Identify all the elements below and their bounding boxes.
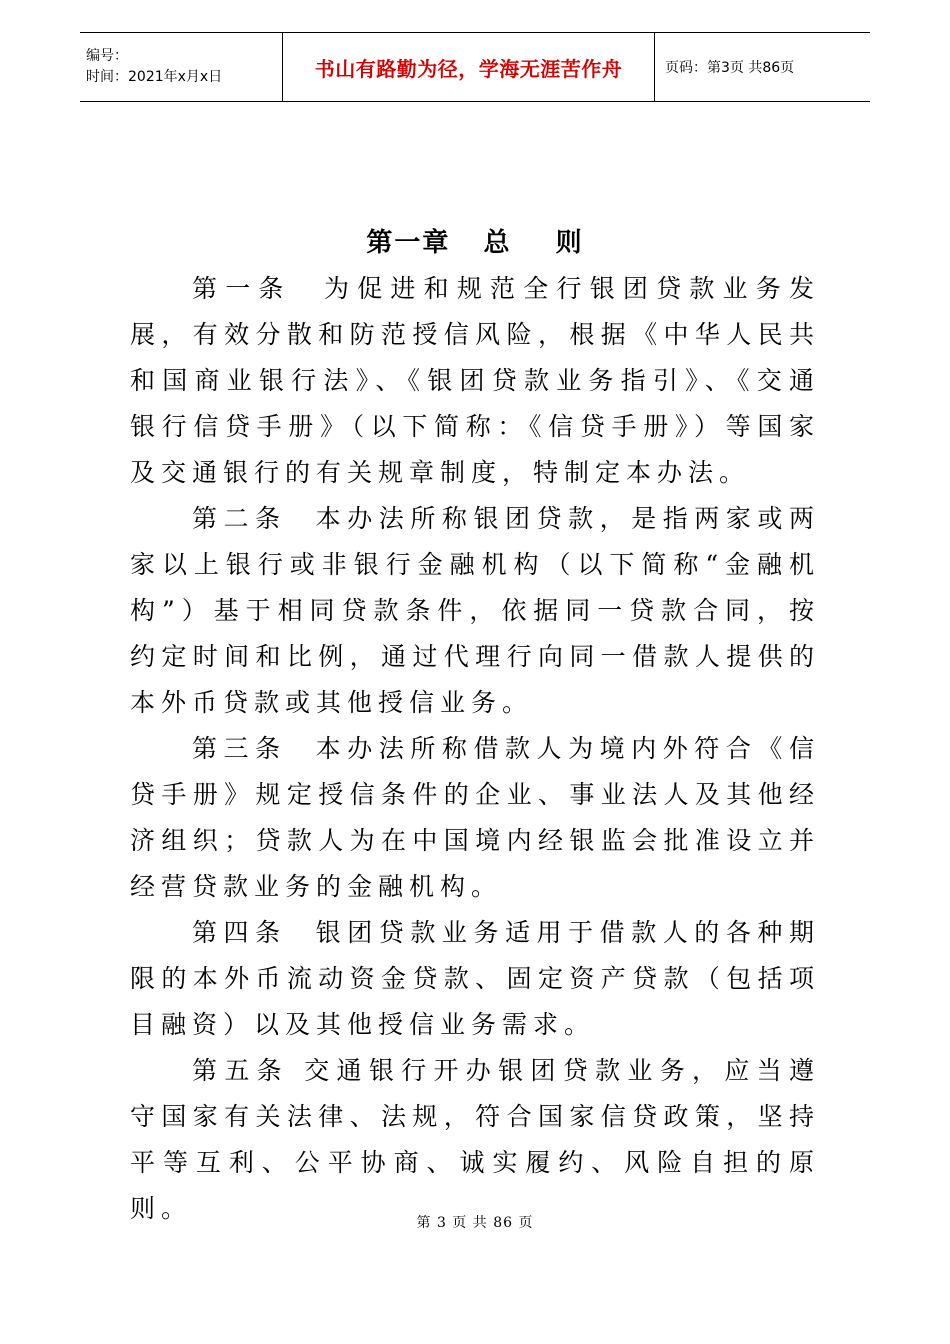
header-page-cell (655, 33, 870, 101)
motto-text: 书山有路勤为径，学海无涯苦作舟 (314, 56, 623, 81)
article-5 (130, 1048, 820, 1232)
header-meta-cell (80, 33, 282, 101)
article-1 (130, 266, 820, 496)
number-label: 编号： (86, 48, 128, 64)
article-text: 银团贷款业务适用于借款人的各种期限的本外币流动资金贷款、固定资产贷款（包括项目融资）以及其他授信业务需求。 (130, 918, 820, 1039)
page-info: 页码：第3页 共86页 (665, 60, 795, 76)
article-text: 为促进和规范全行银团贷款业务发展，有效分散和防范授信风险，根据《中华人民共和国商业银行法》、《银团贷款业务指引》、《交通银行信贷手册》（以下简称：《信贷手册》）等国家及交通银行的有关规章制度，特制定本办法。 (130, 274, 820, 487)
article-2 (130, 496, 820, 726)
time-label: 时间：2021年x月x日 (86, 69, 223, 85)
article-label: 第二条 (192, 504, 287, 533)
article-4 (130, 910, 820, 1048)
document-header (80, 32, 870, 102)
article-label: 第五条 (192, 1056, 289, 1085)
document-body (130, 266, 820, 1232)
article-label: 第四条 (192, 918, 287, 947)
chapter-title: 第一章 总 则 (366, 228, 584, 258)
header-motto-cell (282, 33, 655, 101)
article-label: 第一条 (192, 274, 292, 303)
page-footer: 第 3 页 共 86 页 (416, 1215, 534, 1231)
article-3 (130, 726, 820, 910)
article-text: 交通银行开办银团贷款业务，应当遵守国家有关法律、法规，符合国家信贷政策，坚持平等互利、公平协商、诚实履约、风险自担的原则。 (130, 1056, 820, 1223)
article-label: 第三条 (192, 734, 287, 763)
article-text: 本办法所称银团贷款，是指两家或两家以上银行或非银行金融机构（以下简称“金融机构”）基于相同贷款条件，依据同一贷款合同，按约定时间和比例，通过代理行向同一借款人提供的本外币贷款或其他授信业务。 (130, 504, 820, 717)
article-text: 本办法所称借款人为境内外符合《信贷手册》规定授信条件的企业、事业法人及其他经济组织；贷款人为在中国境内经银监会批准设立并经营贷款业务的金融机构。 (130, 734, 820, 901)
